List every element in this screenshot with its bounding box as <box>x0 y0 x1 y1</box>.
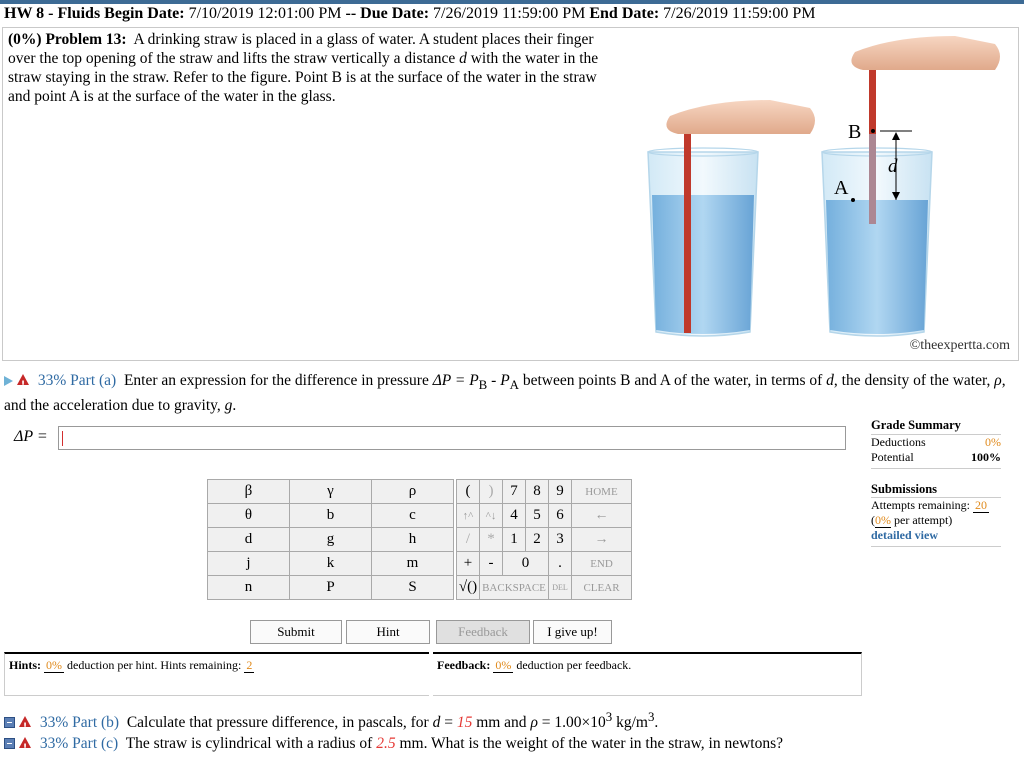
key-theta[interactable]: θ <box>208 504 290 528</box>
part-a-text-3: , the density of the water, <box>833 372 991 389</box>
deductions-label: Deductions <box>871 435 926 449</box>
key-rho[interactable]: ρ <box>372 480 454 504</box>
collapse-icon[interactable] <box>4 738 15 749</box>
text-caret <box>62 431 63 446</box>
key-m[interactable]: m <box>372 552 454 576</box>
hints-panel <box>4 652 429 696</box>
d-arrow-up-icon <box>892 132 900 140</box>
key-open-paren[interactable]: ( <box>457 480 480 504</box>
deductions-value: 0% <box>985 435 1001 449</box>
key-del[interactable]: DEL <box>549 576 572 600</box>
hint-button[interactable]: Hint <box>346 620 430 644</box>
feedback-label: Feedback: <box>437 658 491 672</box>
part-b-text-1: Calculate that pressure difference, in pascals, for <box>126 714 429 732</box>
part-a-var-g: g <box>224 397 233 415</box>
straw-figure <box>600 30 1020 360</box>
key-left-arrow[interactable]: ← <box>572 504 632 528</box>
hw-title: HW 8 - Fluids <box>4 5 101 22</box>
numeric-keypad <box>456 479 632 600</box>
part-b-percent: 33% <box>39 714 69 732</box>
key-gamma[interactable]: γ <box>290 480 372 504</box>
part-a-text-5: . <box>232 397 237 415</box>
detailed-view-link[interactable]: detailed view <box>871 528 938 542</box>
key-decimal[interactable]: . <box>549 552 572 576</box>
grade-summary <box>871 418 1001 469</box>
key-c[interactable]: c <box>372 504 454 528</box>
due-date: 7/26/2019 11:59:00 PM <box>433 5 586 22</box>
hints-pct: 0% <box>46 658 63 672</box>
assignment-header <box>4 5 815 23</box>
point-b-dot <box>871 129 875 133</box>
key-close-paren[interactable]: ) <box>480 480 503 504</box>
key-end[interactable]: END <box>572 552 632 576</box>
key-h[interactable]: h <box>372 528 454 552</box>
part-b-text-4: kg/m <box>616 714 648 732</box>
part-b-text-2: mm and <box>476 714 527 732</box>
part-b-text-3: = 1.00×10 <box>541 714 606 732</box>
per-attempt-text: per attempt) <box>894 513 953 527</box>
part-b-eq: = <box>440 714 457 732</box>
part-a-sub-a: A <box>509 377 519 393</box>
part-a-label: Part (a) <box>70 372 117 389</box>
begin-date-label: Begin Date: <box>104 5 185 22</box>
collapse-icon[interactable] <box>4 717 15 728</box>
feedback-text: deduction per feedback. <box>516 658 632 672</box>
part-a-text-1: Enter an expression for the difference in pressure <box>123 372 429 389</box>
key-backspace[interactable]: BACKSPACE <box>480 576 549 600</box>
part-a-text-4: , and the acceleration due to gravity, <box>4 372 1006 415</box>
key-home[interactable]: HOME <box>572 480 632 504</box>
hints-text: deduction per hint. Hints remaining: <box>67 658 242 672</box>
point-a-dot <box>851 198 855 202</box>
key-minus[interactable]: - <box>480 552 503 576</box>
submit-button[interactable]: Submit <box>250 620 342 644</box>
problem-text-1: A drinking straw is placed in a glass of water. A student places their finger over the top opening of the straw and lifts the straw vertically a distance <box>8 31 594 67</box>
potential-label: Potential <box>871 450 914 464</box>
key-superscript[interactable]: ↑^ <box>457 504 480 528</box>
key-k[interactable]: k <box>290 552 372 576</box>
key-n[interactable]: n <box>208 576 290 600</box>
per-attempt-open: ( <box>871 513 875 527</box>
key-j[interactable]: j <box>208 552 290 576</box>
part-b-var-rho: ρ <box>530 714 538 732</box>
end-date: 7/26/2019 11:59:00 PM <box>663 5 816 22</box>
begin-date: 7/10/2019 12:01:00 PM <box>188 5 342 22</box>
label-d: d <box>888 156 898 177</box>
key-d[interactable]: d <box>208 528 290 552</box>
per-attempt-pct: 0% <box>875 513 891 527</box>
warning-icon <box>17 374 29 385</box>
part-a-var-rho: ρ <box>994 372 1002 389</box>
grade-summary-title: Grade Summary <box>871 418 1001 435</box>
key-s[interactable]: S <box>372 576 454 600</box>
submissions-title: Submissions <box>871 482 1001 498</box>
key-clear[interactable]: CLEAR <box>572 576 632 600</box>
part-a-sub-b: B <box>478 377 488 393</box>
feedback-panel <box>433 652 862 696</box>
key-1[interactable]: 1 <box>503 528 526 552</box>
label-b: B <box>848 121 862 143</box>
top-accent-bar <box>0 0 1024 4</box>
problem-var-d: d <box>459 50 467 67</box>
key-4[interactable]: 4 <box>503 504 526 528</box>
left-straw <box>684 128 691 333</box>
straw-water-column <box>869 134 876 224</box>
hints-remaining: 2 <box>246 658 253 672</box>
part-b-text-5: . <box>654 714 659 732</box>
problem-statement <box>8 30 608 106</box>
potential-value: 100% <box>971 450 1001 464</box>
part-b-label: Part (b) <box>72 714 120 732</box>
right-finger <box>851 36 1000 70</box>
expand-arrow-icon[interactable] <box>4 376 13 386</box>
part-c-label: Part (c) <box>72 735 119 753</box>
key-right-arrow[interactable]: → <box>572 528 632 552</box>
submissions-panel <box>871 482 1001 547</box>
key-p[interactable]: P <box>290 576 372 600</box>
part-c-text-2: mm. What is the weight of the water in the straw, in newtons? <box>399 735 784 753</box>
part-a-prompt <box>4 370 1020 416</box>
part-c-radius: 2.5 <box>376 735 396 753</box>
part-b-var-d: d <box>432 714 441 732</box>
part-a-expr: ΔP = P <box>432 372 479 389</box>
due-date-label: Due Date: <box>360 5 430 22</box>
left-glass <box>648 148 758 336</box>
part-b-exp2: 3 <box>647 709 655 724</box>
key-multiply[interactable]: * <box>480 528 503 552</box>
feedback-button[interactable]: Feedback <box>436 620 530 644</box>
warning-icon <box>19 737 31 748</box>
part-c-row[interactable] <box>4 733 783 754</box>
key-divide[interactable]: / <box>457 528 480 552</box>
key-9[interactable]: 9 <box>549 480 572 504</box>
part-a-text-2: between points B and A of the water, in terms of <box>522 372 823 389</box>
part-a-percent: 33% <box>37 372 67 389</box>
attempts-remaining: 20 <box>974 498 987 512</box>
part-a-var-d: d <box>826 372 834 389</box>
give-up-button[interactable]: I give up! <box>533 620 612 644</box>
other-parts <box>4 706 783 754</box>
feedback-pct: 0% <box>495 658 512 672</box>
key-7[interactable]: 7 <box>503 480 526 504</box>
key-plus[interactable]: + <box>457 552 480 576</box>
problem-label: (0%) Problem 13: <box>8 31 127 48</box>
key-6[interactable]: 6 <box>549 504 572 528</box>
part-b-d-value: 15 <box>456 714 473 732</box>
part-c-percent: 33% <box>39 735 69 753</box>
key-0[interactable]: 0 <box>503 552 549 576</box>
hints-label: Hints: <box>9 658 42 672</box>
straw-figure-svg <box>600 30 1020 360</box>
key-g[interactable]: g <box>290 528 372 552</box>
variable-keypad <box>207 479 454 600</box>
label-a: A <box>834 177 849 199</box>
key-beta[interactable]: β <box>208 480 290 504</box>
date-separator: -- <box>345 5 357 22</box>
key-3[interactable]: 3 <box>549 528 572 552</box>
key-5[interactable]: 5 <box>526 504 549 528</box>
part-c-text-1: The straw is cylindrical with a radius of <box>125 735 373 753</box>
warning-icon <box>19 716 31 727</box>
part-a-minus: - P <box>487 372 510 389</box>
key-8[interactable]: 8 <box>526 480 549 504</box>
left-finger <box>666 100 815 134</box>
key-sqrt[interactable]: √() <box>457 576 480 600</box>
attempts-label: Attempts remaining: <box>871 498 970 512</box>
end-date-label: End Date: <box>589 5 660 22</box>
copyright-text: ©theexpertta.com <box>909 338 1010 353</box>
key-2[interactable]: 2 <box>526 528 549 552</box>
problem-text-2: with the water in the straw staying in the straw. Refer to the figure. Point B is at the surface of the water in the straw and point A is at the surface of the water in the glass. <box>8 50 599 105</box>
answer-label: ΔP = <box>14 428 48 445</box>
key-b[interactable]: b <box>290 504 372 528</box>
answer-input[interactable] <box>58 426 846 450</box>
key-subscript[interactable]: ^↓ <box>480 504 503 528</box>
part-b-row[interactable] <box>4 706 783 733</box>
part-b-exp: 3 <box>605 709 613 724</box>
